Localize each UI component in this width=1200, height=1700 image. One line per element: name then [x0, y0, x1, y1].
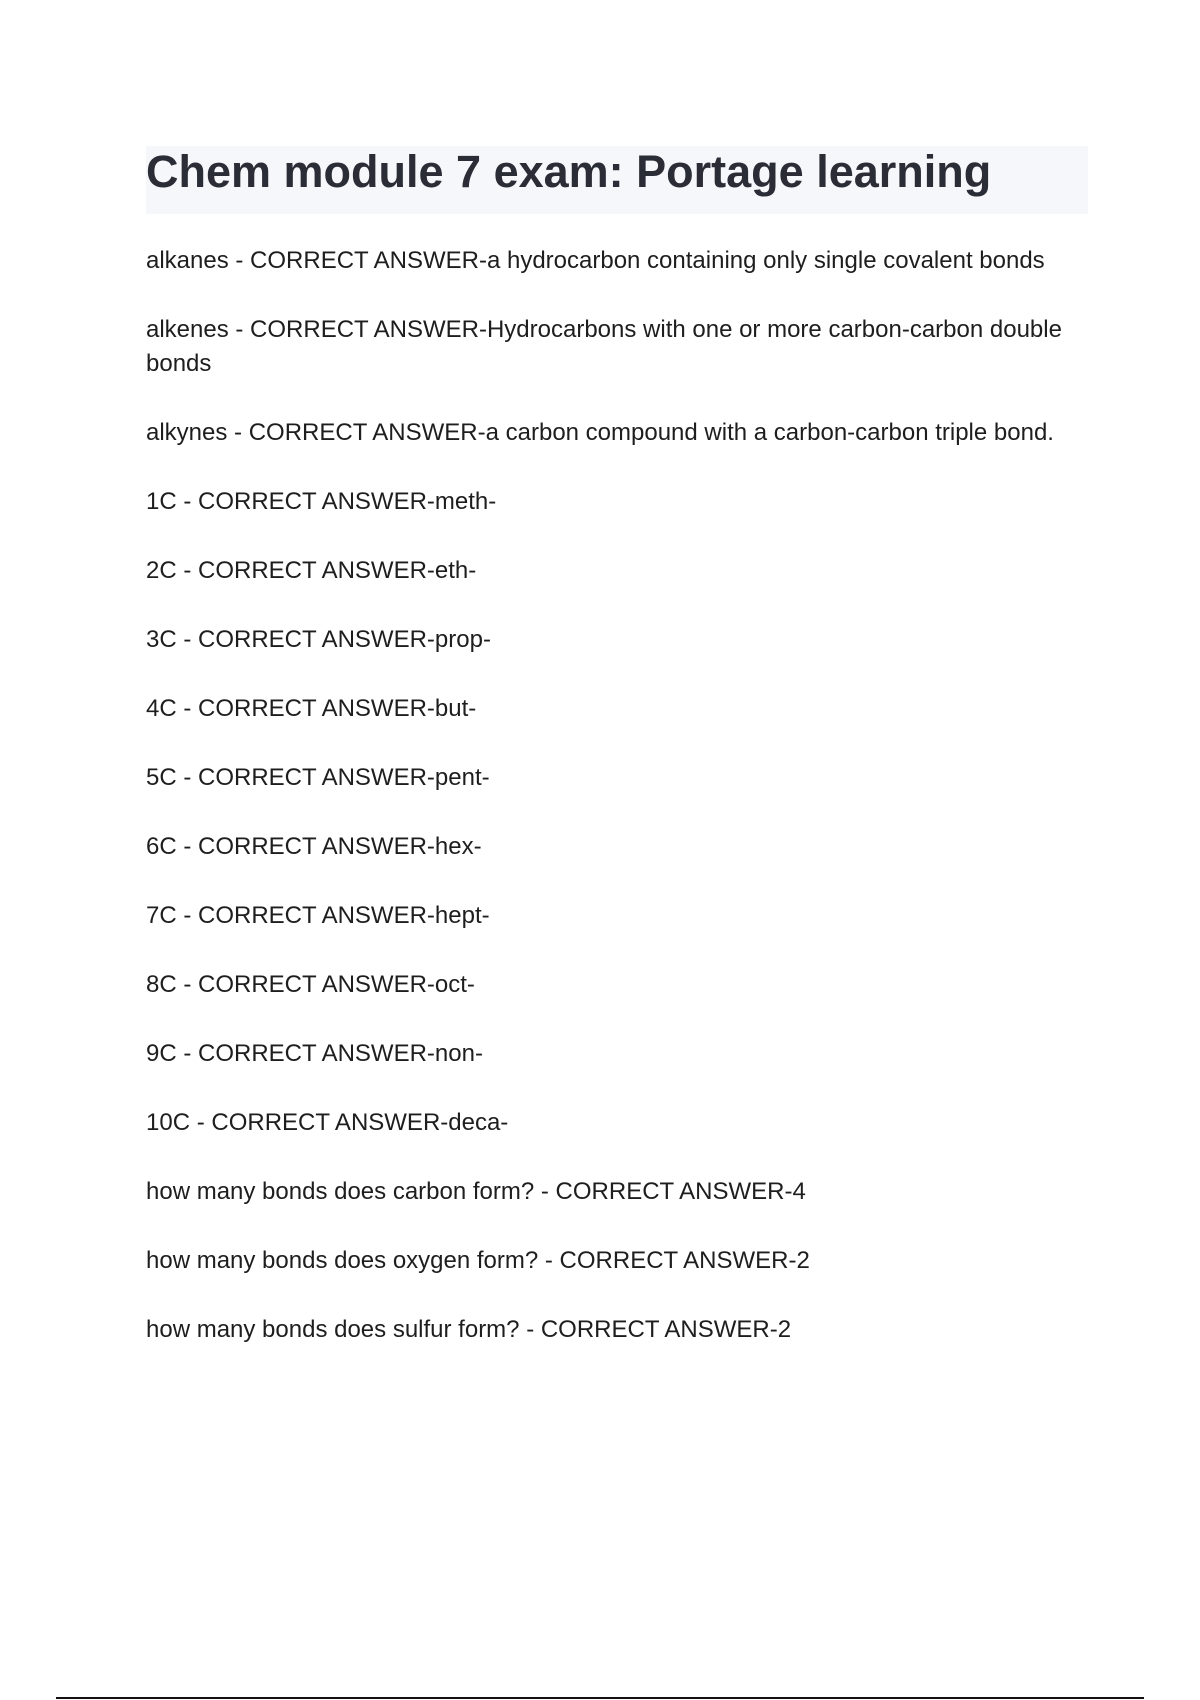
list-item: alkanes - CORRECT ANSWER-a hydrocarbon containing only single covalent bonds	[146, 247, 1045, 274]
list-item: how many bonds does carbon form? - CORRECT ANSWER-4	[146, 1178, 806, 1205]
list-item: 7C - CORRECT ANSWER-hept-	[146, 902, 490, 929]
document-title: Chem module 7 exam: Portage learning	[146, 146, 992, 197]
list-item: alkynes - CORRECT ANSWER-a carbon compound with a carbon-carbon triple bond.	[146, 419, 1054, 446]
list-item: how many bonds does sulfur form? - CORRECT ANSWER-2	[146, 1316, 792, 1343]
list-item: 6C - CORRECT ANSWER-hex-	[146, 833, 482, 860]
qa-list	[146, 244, 1086, 1382]
list-item: 10C - CORRECT ANSWER-deca-	[146, 1109, 509, 1136]
list-item: 1C - CORRECT ANSWER-meth-	[146, 488, 497, 515]
list-item: 2C - CORRECT ANSWER-eth-	[146, 557, 477, 584]
list-item: 4C - CORRECT ANSWER-but-	[146, 695, 477, 722]
list-item: 9C - CORRECT ANSWER-non-	[146, 1040, 483, 1067]
list-item: 8C - CORRECT ANSWER-oct-	[146, 971, 475, 998]
list-item: alkenes - CORRECT ANSWER-Hydrocarbons with one or more carbon-carbon double bonds	[146, 316, 1062, 377]
page-bottom-divider	[56, 1697, 1144, 1699]
list-item: 5C - CORRECT ANSWER-pent-	[146, 764, 490, 791]
list-item: 3C - CORRECT ANSWER-prop-	[146, 626, 491, 653]
list-item: how many bonds does oxygen form? - CORRECT ANSWER-2	[146, 1247, 810, 1274]
